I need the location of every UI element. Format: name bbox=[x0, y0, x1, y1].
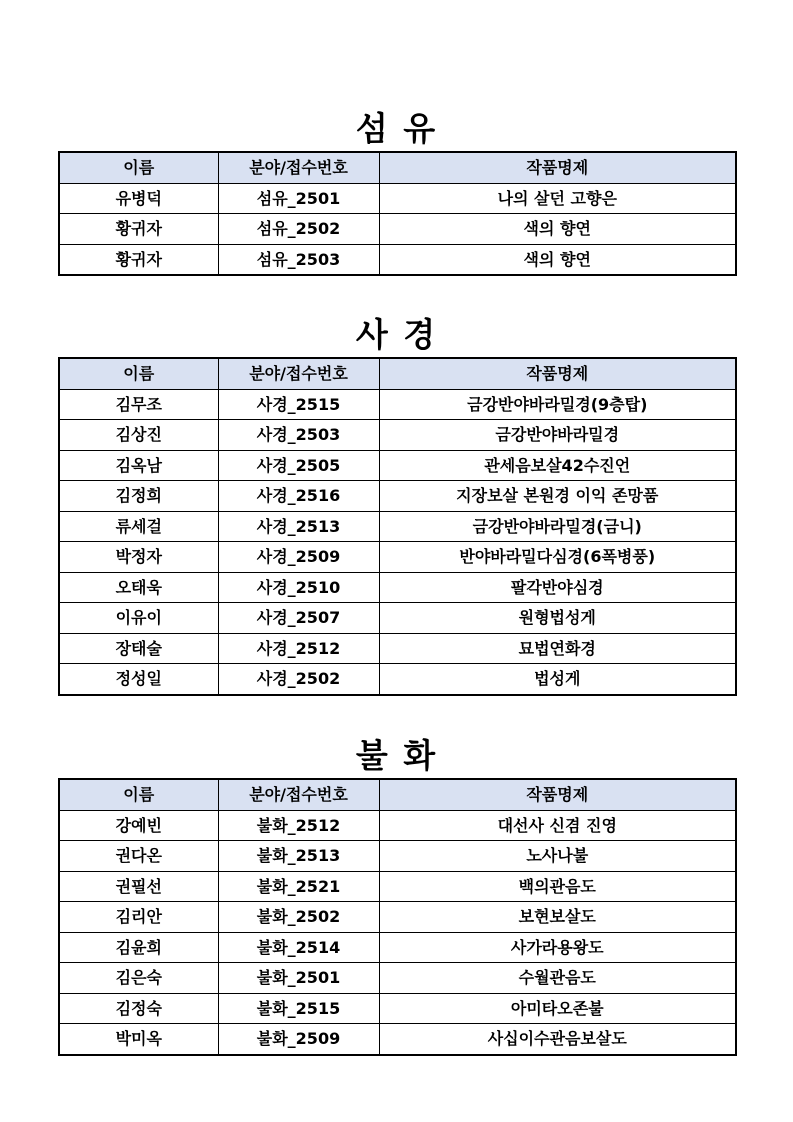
cell-work-title: 색의 향연 bbox=[379, 244, 736, 275]
cell-work-title: 노사나불 bbox=[379, 841, 736, 872]
table-row bbox=[59, 572, 736, 603]
cell-name: 황귀자 bbox=[59, 244, 218, 275]
cell-field-number: 사경_2503 bbox=[218, 420, 379, 451]
cell-field-number: 불화_2502 bbox=[218, 902, 379, 933]
cell-name: 유병덕 bbox=[59, 183, 218, 214]
table-row bbox=[59, 963, 736, 994]
header-name: 이름 bbox=[59, 358, 218, 389]
entries-table bbox=[58, 151, 737, 276]
cell-name: 이유이 bbox=[59, 603, 218, 634]
cell-field-number: 불화_2501 bbox=[218, 963, 379, 994]
cell-work-title: 금강반야바라밀경(9층탑) bbox=[379, 389, 736, 420]
cell-work-title: 관세음보살42수진언 bbox=[379, 450, 736, 481]
table-row bbox=[59, 1024, 736, 1055]
table-row bbox=[59, 511, 736, 542]
cell-field-number: 사경_2510 bbox=[218, 572, 379, 603]
table-row bbox=[59, 810, 736, 841]
table-header-row bbox=[59, 358, 736, 389]
table-row bbox=[59, 420, 736, 451]
cell-work-title: 원형법성게 bbox=[379, 603, 736, 634]
cell-work-title: 사가라용왕도 bbox=[379, 932, 736, 963]
table-row bbox=[59, 244, 736, 275]
cell-work-title: 보현보살도 bbox=[379, 902, 736, 933]
cell-name: 오태욱 bbox=[59, 572, 218, 603]
cell-field-number: 사경_2516 bbox=[218, 481, 379, 512]
table-row bbox=[59, 902, 736, 933]
table-row bbox=[59, 633, 736, 664]
section-title: 불 화 bbox=[355, 736, 438, 775]
cell-field-number: 사경_2512 bbox=[218, 633, 379, 664]
cell-work-title: 백의관음도 bbox=[379, 871, 736, 902]
cell-work-title: 법성게 bbox=[379, 664, 736, 695]
entries-table bbox=[58, 357, 737, 696]
table-row bbox=[59, 450, 736, 481]
section-textile bbox=[58, 107, 735, 276]
cell-name: 권필선 bbox=[59, 871, 218, 902]
cell-work-title: 사십이수관음보살도 bbox=[379, 1024, 736, 1055]
cell-name: 강예빈 bbox=[59, 810, 218, 841]
table-row bbox=[59, 542, 736, 573]
header-field-number: 분야/접수번호 bbox=[218, 779, 379, 810]
section-sutra-copying bbox=[58, 313, 735, 696]
cell-work-title: 아미타오존불 bbox=[379, 993, 736, 1024]
table-body bbox=[59, 810, 736, 1055]
table-row bbox=[59, 183, 736, 214]
cell-name: 류세걸 bbox=[59, 511, 218, 542]
cell-field-number: 섬유_2501 bbox=[218, 183, 379, 214]
cell-name: 장태술 bbox=[59, 633, 218, 664]
cell-name: 김무조 bbox=[59, 389, 218, 420]
section-buddhist-painting bbox=[58, 734, 735, 1056]
table-row bbox=[59, 871, 736, 902]
header-work-title: 작품명제 bbox=[379, 358, 736, 389]
cell-field-number: 불화_2512 bbox=[218, 810, 379, 841]
cell-name: 김정숙 bbox=[59, 993, 218, 1024]
header-work-title: 작품명제 bbox=[379, 152, 736, 183]
cell-field-number: 불화_2521 bbox=[218, 871, 379, 902]
cell-work-title: 묘법연화경 bbox=[379, 633, 736, 664]
header-name: 이름 bbox=[59, 152, 218, 183]
cell-name: 김리안 bbox=[59, 902, 218, 933]
cell-work-title: 금강반야바라밀경 bbox=[379, 420, 736, 451]
cell-work-title: 지장보살 본원경 이익 존망품 bbox=[379, 481, 736, 512]
cell-field-number: 불화_2509 bbox=[218, 1024, 379, 1055]
entries-table bbox=[58, 778, 737, 1056]
cell-field-number: 사경_2502 bbox=[218, 664, 379, 695]
cell-name: 김정희 bbox=[59, 481, 218, 512]
cell-work-title: 수월관음도 bbox=[379, 963, 736, 994]
table-row bbox=[59, 993, 736, 1024]
table-row bbox=[59, 214, 736, 245]
cell-work-title: 대선사 신겸 진영 bbox=[379, 810, 736, 841]
cell-field-number: 섬유_2502 bbox=[218, 214, 379, 245]
table-body bbox=[59, 183, 736, 275]
cell-name: 권다온 bbox=[59, 841, 218, 872]
cell-name: 김옥남 bbox=[59, 450, 218, 481]
cell-name: 김은숙 bbox=[59, 963, 218, 994]
cell-name: 김상진 bbox=[59, 420, 218, 451]
cell-field-number: 사경_2509 bbox=[218, 542, 379, 573]
cell-name: 정성일 bbox=[59, 664, 218, 695]
cell-work-title: 색의 향연 bbox=[379, 214, 736, 245]
table-body bbox=[59, 389, 736, 695]
section-title: 사 경 bbox=[355, 315, 438, 354]
cell-field-number: 사경_2513 bbox=[218, 511, 379, 542]
table-row bbox=[59, 389, 736, 420]
cell-name: 박정자 bbox=[59, 542, 218, 573]
cell-work-title: 반야바라밀다심경(6폭병풍) bbox=[379, 542, 736, 573]
cell-field-number: 불화_2513 bbox=[218, 841, 379, 872]
table-row bbox=[59, 603, 736, 634]
table-header-row bbox=[59, 779, 736, 810]
table-header-row bbox=[59, 152, 736, 183]
header-field-number: 분야/접수번호 bbox=[218, 358, 379, 389]
cell-name: 박미옥 bbox=[59, 1024, 218, 1055]
table-row bbox=[59, 664, 736, 695]
cell-field-number: 사경_2505 bbox=[218, 450, 379, 481]
table-row bbox=[59, 481, 736, 512]
cell-field-number: 불화_2514 bbox=[218, 932, 379, 963]
cell-work-title: 나의 살던 고향은 bbox=[379, 183, 736, 214]
header-field-number: 분야/접수번호 bbox=[218, 152, 379, 183]
header-name: 이름 bbox=[59, 779, 218, 810]
section-title: 섬 유 bbox=[355, 109, 438, 148]
table-row bbox=[59, 932, 736, 963]
cell-field-number: 불화_2515 bbox=[218, 993, 379, 1024]
cell-field-number: 사경_2515 bbox=[218, 389, 379, 420]
table-row bbox=[59, 841, 736, 872]
cell-name: 황귀자 bbox=[59, 214, 218, 245]
cell-work-title: 팔각반야심경 bbox=[379, 572, 736, 603]
cell-field-number: 사경_2507 bbox=[218, 603, 379, 634]
cell-work-title: 금강반야바라밀경(금니) bbox=[379, 511, 736, 542]
header-work-title: 작품명제 bbox=[379, 779, 736, 810]
cell-field-number: 섬유_2503 bbox=[218, 244, 379, 275]
cell-name: 김윤희 bbox=[59, 932, 218, 963]
